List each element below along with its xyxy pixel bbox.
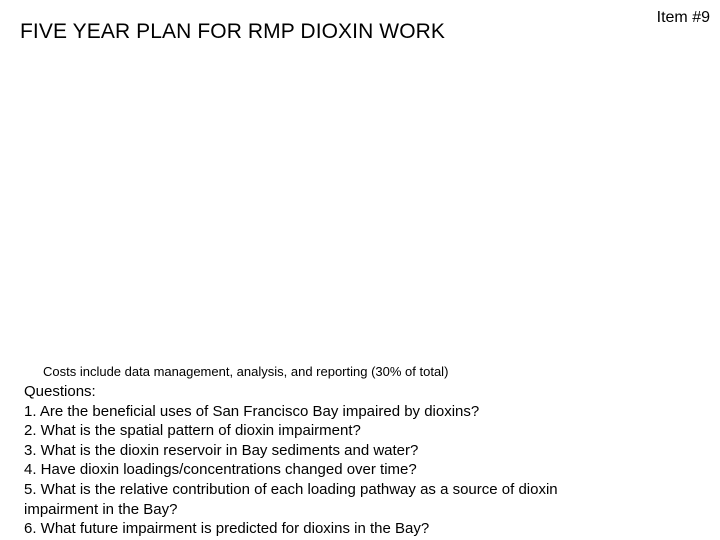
question-item: 3. What is the dioxin reservoir in Bay sediments and water? [24, 441, 419, 459]
questions-heading: Questions: [24, 383, 96, 400]
question-item: 6. What future impairment is predicted for dioxins in the Bay? [24, 520, 430, 538]
item-number-label: Item #9 [656, 9, 710, 26]
question-list [24, 402, 624, 539]
question-item: 1. Are the beneficial uses of San Francisco Bay impaired by dioxins? [24, 402, 480, 420]
questions-section [24, 382, 624, 539]
question-item: 4. Have dioxin loadings/concentrations changed over time? [24, 461, 417, 479]
question-item: 5. What is the relative contribution of each loading pathway as a source of dioxin impairment in the Bay? [24, 480, 558, 518]
question-item: 2. What is the spatial pattern of dioxin impairment? [24, 422, 361, 440]
cost-note: Costs include data management, analysis, and reporting (30% of total) [43, 364, 449, 379]
slide-title: FIVE YEAR PLAN FOR RMP DIOXIN WORK [20, 20, 446, 43]
content-area [20, 60, 660, 360]
